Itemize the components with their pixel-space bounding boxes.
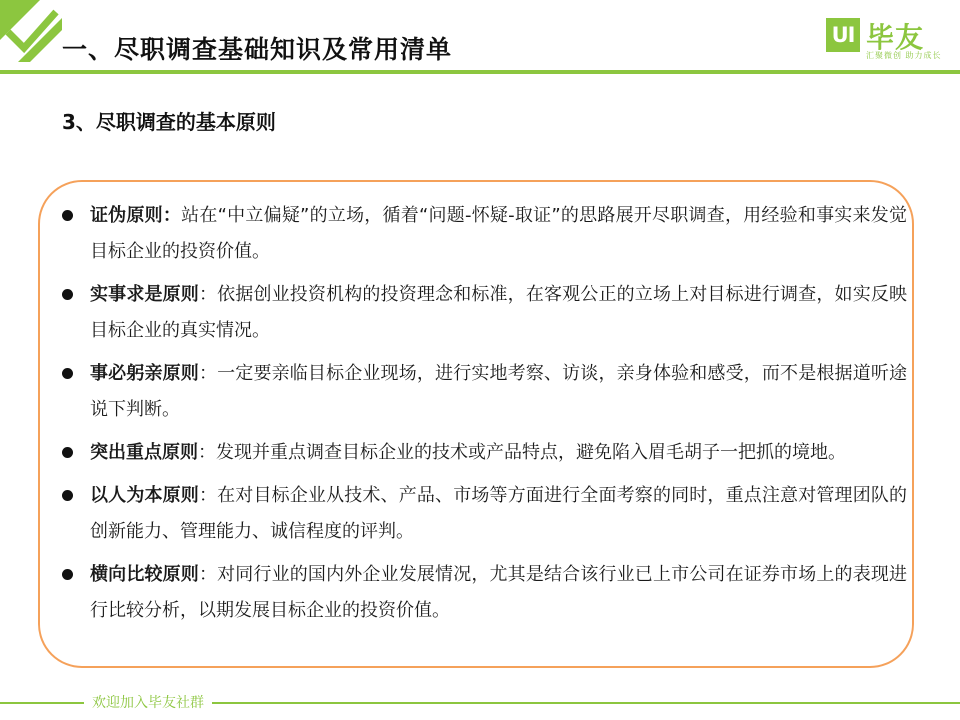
bullet-icon [62, 368, 73, 379]
bullet-icon [62, 210, 73, 221]
list-item [62, 478, 907, 550]
bullet-icon [62, 447, 73, 458]
bullet-icon [62, 490, 73, 501]
principle-name: 证伪原则： [90, 205, 182, 226]
principle-text: ：一定要亲临目标企业现场，进行实地考察、访谈，亲身体验和感受，而不是根据道听途说下判断。 [90, 363, 908, 420]
principle-name: 横向比较原则 [90, 564, 199, 585]
list-item [62, 435, 907, 471]
principle-text: ：在对目标企业从技术、产品、市场等方面进行全面考察的同时，重点注意对管理团队的创新能力、管理能力、诚信程度的评判。 [90, 485, 908, 542]
brand-logo [826, 16, 950, 62]
logo-mark: UI [826, 18, 860, 52]
principle-text: ：对同行业的国内外企业发展情况，尤其是结合该行业已上市公司在证券市场上的表现进行比较分析，以期发展目标企业的投资价值。 [90, 564, 908, 621]
list-item [62, 557, 907, 629]
header-divider [0, 70, 960, 74]
footer-text: 欢迎加入毕友社群 [84, 692, 212, 712]
page-title: 一、尽职调查基础知识及常用清单 [62, 35, 453, 64]
principle-name: 事必躬亲原则 [90, 363, 199, 384]
principle-text: ：依据创业投资机构的投资理念和标准，在客观公正的立场上对目标进行调查，如实反映目标企业的真实情况。 [90, 284, 908, 341]
list-item [62, 198, 907, 270]
principle-name: 突出重点原则 [90, 442, 198, 463]
list-item [62, 277, 907, 349]
bullet-icon [62, 569, 73, 580]
logo-slogan: 汇聚微创 助力成长 [866, 51, 942, 60]
principle-name: 以人为本原则 [90, 485, 199, 506]
principle-name: 实事求是原则 [90, 284, 199, 305]
logo-name: 毕友 [866, 21, 925, 54]
green-check-corner-icon [0, 0, 62, 62]
bullet-icon [62, 289, 73, 300]
section-title: 3、尽职调查的基本原则 [62, 110, 276, 134]
principles-list [62, 198, 907, 636]
principle-text: 站在“中立偏疑”的立场，循着“问题-怀疑-取证”的思路展开尽职调查，用经验和事实来发觉目标企业的投资价值。 [90, 205, 907, 262]
list-item [62, 356, 907, 428]
principle-text: ：发现并重点调查目标企业的技术或产品特点，避免陷入眉毛胡子一把抓的境地。 [198, 442, 846, 463]
